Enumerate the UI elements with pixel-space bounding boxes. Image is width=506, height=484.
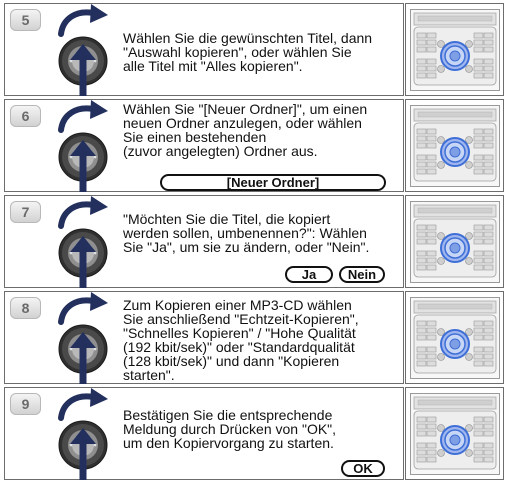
rotary-knob-icon: [53, 292, 117, 385]
new-folder-button[interactable]: [Neuer Ordner]: [160, 174, 386, 191]
step-row: [4, 99, 504, 194]
radio-image-cell: [405, 195, 504, 288]
radio-image-cell: [405, 99, 504, 192]
step-row: [4, 387, 504, 482]
radio-image-cell: [405, 3, 504, 96]
radio-unit-icon: [410, 393, 500, 475]
step-row: [4, 291, 504, 386]
step-instruction-text: Wählen Sie "[Neuer Ordner]", um einen neuen Ordner anzulegen, oder wählen Sie einen bestehenden (zuvor angelegten) Ordner aus.: [123, 101, 368, 159]
step-number-badge: 5: [10, 9, 41, 31]
radio-unit-icon: [410, 201, 500, 283]
step-content-cell: [4, 3, 404, 96]
ok-button[interactable]: OK: [341, 460, 385, 477]
step-number-badge: 7: [10, 201, 41, 223]
radio-image-cell: [405, 387, 504, 480]
rotary-knob-icon: [53, 100, 117, 193]
instruction-table: [4, 3, 504, 481]
step-number-badge: 8: [10, 297, 41, 319]
radio-unit-icon: [410, 9, 500, 91]
step-instruction-text: Wählen Sie die gewünschten Titel, dann "Auswahl kopieren", oder wählen Sie alle Titel mit "Alles kopieren".: [123, 30, 373, 74]
rotary-knob-icon: [53, 388, 117, 481]
step-instruction-text: Zum Kopieren einer MP3-CD wählen Sie anschließend "Echtzeit-Kopieren", "Schnelles Kopieren" / "Hohe Qualität (192 kbit/sek)" oder "Standardqualität (128 kbit/sek)" und dann "Kopieren starten".: [123, 297, 359, 383]
rotary-knob-icon: [53, 4, 117, 97]
step-content-cell: [4, 195, 404, 288]
rotary-knob-icon: [53, 196, 117, 289]
step-row: [4, 195, 504, 290]
step-instruction-text: "Möchten Sie die Titel, die kopiert werden sollen, umbenennen?": Wählen Sie "Ja", um sie zu ändern, oder "Nein".: [123, 211, 370, 255]
radio-image-cell: [405, 291, 504, 384]
no-button[interactable]: Nein: [339, 266, 385, 283]
radio-unit-icon: [410, 297, 500, 379]
step-content-cell: [4, 291, 404, 384]
step-number-badge: 6: [10, 105, 41, 127]
step-row: [4, 3, 504, 98]
step-content-cell: [4, 387, 404, 480]
radio-unit-icon: [410, 105, 500, 187]
step-instruction-text: Bestätigen Sie die entsprechende Meldung durch Drücken von "OK", um den Kopiervorgang zu starten.: [123, 407, 337, 451]
step-number-badge: 9: [10, 393, 41, 415]
step-content-cell: [4, 99, 404, 192]
yes-button[interactable]: Ja: [285, 266, 333, 283]
